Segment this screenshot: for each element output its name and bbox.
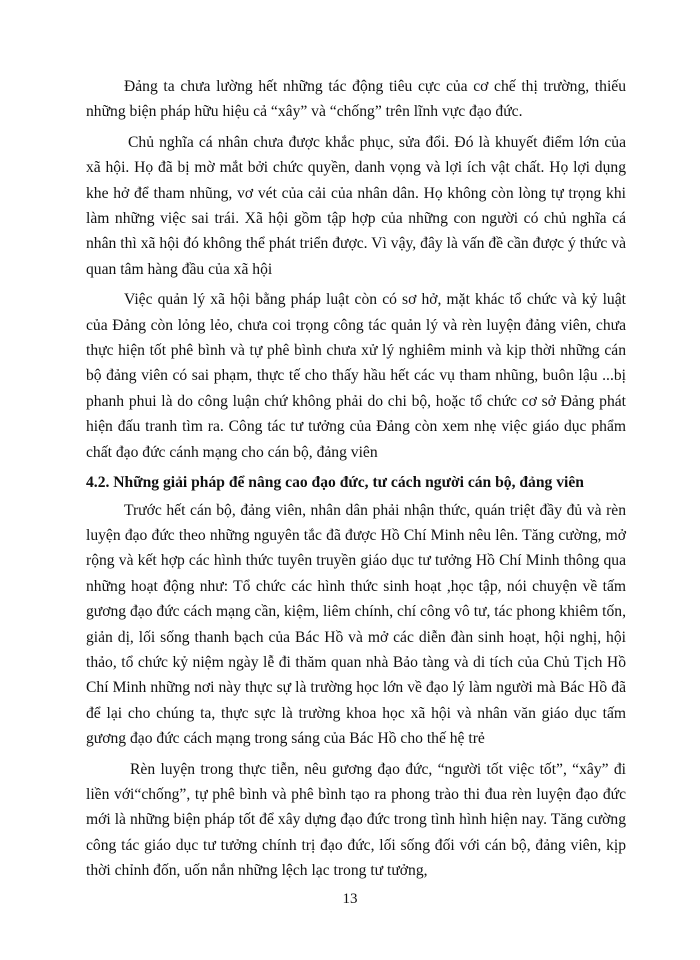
paragraph-individualism: Chủ nghĩa cá nhân chưa được khắc phục, sửa đổi. Đó là khuyết điểm lớn của xã hội. Họ đã bị mờ mắt bởi chức quyền, danh vọng và lợi ích vật chất. Họ lợi dụng khe hở để tham nhũng, vơ vét của cải của nhân dân. Họ không còn lòng tự trọng khi làm những việc sai trái. Xã hội gồm tập hợp của những con người có chủ nghĩa cá nhân thì xã hội đó không thể phát triển được. Vì vậy, đây là vấn đề cần được ý thức và quan tâm hàng đầu của xã hội	[86, 133, 626, 278]
page-number: 13	[342, 891, 358, 907]
page-body	[86, 74, 626, 889]
paragraph-market-effects: Đảng ta chưa lường hết những tác động tiêu cực của cơ chế thị trường, thiếu những biện pháp hữu hiệu cả “xây” và “chống” trên lĩnh vực đạo đức.	[86, 78, 626, 121]
paragraph-solutions-awareness: Trước hết cán bộ, đảng viên, nhân dân phải nhận thức, quán triệt đầy đủ và rèn luyện đạo đức theo những nguyên tắc đã được Hồ Chí Minh nêu lên. Tăng cường, mở rộng và kết hợp các hình thức tuyên truyền giáo dục tư tưởng Hồ Chí Minh thông qua những hoạt động như: Tổ chức các hình thức sinh hoạt ,học tập, nói chuyện về tấm gương đạo đức cách mạng cần, kiệm, liêm chính, chí công vô tư, tác phong khiêm tốn, giản dị, lối sống thanh bạch của Bác Hồ và mở các diễn đàn sinh hoạt, hội nghị, hội thảo, tổ chức kỷ niệm ngày lễ đi thăm quan nhà Bảo tàng và di tích của Chủ Tịch Hồ Chí Minh những nơi này thực sự là trường học lớn về đạo lý làm người mà Bác Hồ đã để lại cho chúng ta, thực sực là trường khoa học xã hội và nhân văn giáo dục tấm gương đạo đức cách mạng trong sáng của Bác Hồ cho thế hệ trẻ	[86, 501, 626, 748]
paragraph-practice-training: Rèn luyện trong thực tiễn, nêu gương đạo đức, “người tốt việc tốt”, “xây” đi liền với“chống”, tự phê bình và phê bình tạo ra phong trào thi đua rèn luyện đạo đức mới là những biện pháp tốt để xây dựng đạo đức trong tình hình hiện nay. Tăng cường công tác giáo dục tư tưởng chính trị đạo đức, lối sống đối với cán bộ, đảng viên, kịp thời chỉnh đốn, uốn nắn những lệch lạc trong tư tưởng,	[86, 760, 626, 880]
section-heading: 4.2. Những giải pháp để nâng cao đạo đức, tư cách người cán bộ, đảng viên	[86, 474, 584, 492]
paragraph-social-management: Việc quản lý xã hội bằng pháp luật còn có sơ hở, mặt khác tổ chức và kỷ luật của Đảng còn lỏng lẻo, chưa coi trọng công tác quản lý và rèn luyện đảng viên, chưa thực hiện tốt phê bình và tự phê bình chưa xử lý nghiêm minh và kịp thời những cán bộ đảng viên có sai phạm, thực tế cho thấy hầu hết các vụ tham nhũng, buôn lậu ...bị phanh phui là do công luận chứ không phải do chi bộ, hoặc tổ chức cơ sở Đảng phát hiện đấu tranh tìm ra. Công tác tư tưởng của Đảng còn xem nhẹ việc giáo dục phẩm chất đạo đức cánh mạng cho cán bộ, đảng viên	[86, 291, 626, 461]
